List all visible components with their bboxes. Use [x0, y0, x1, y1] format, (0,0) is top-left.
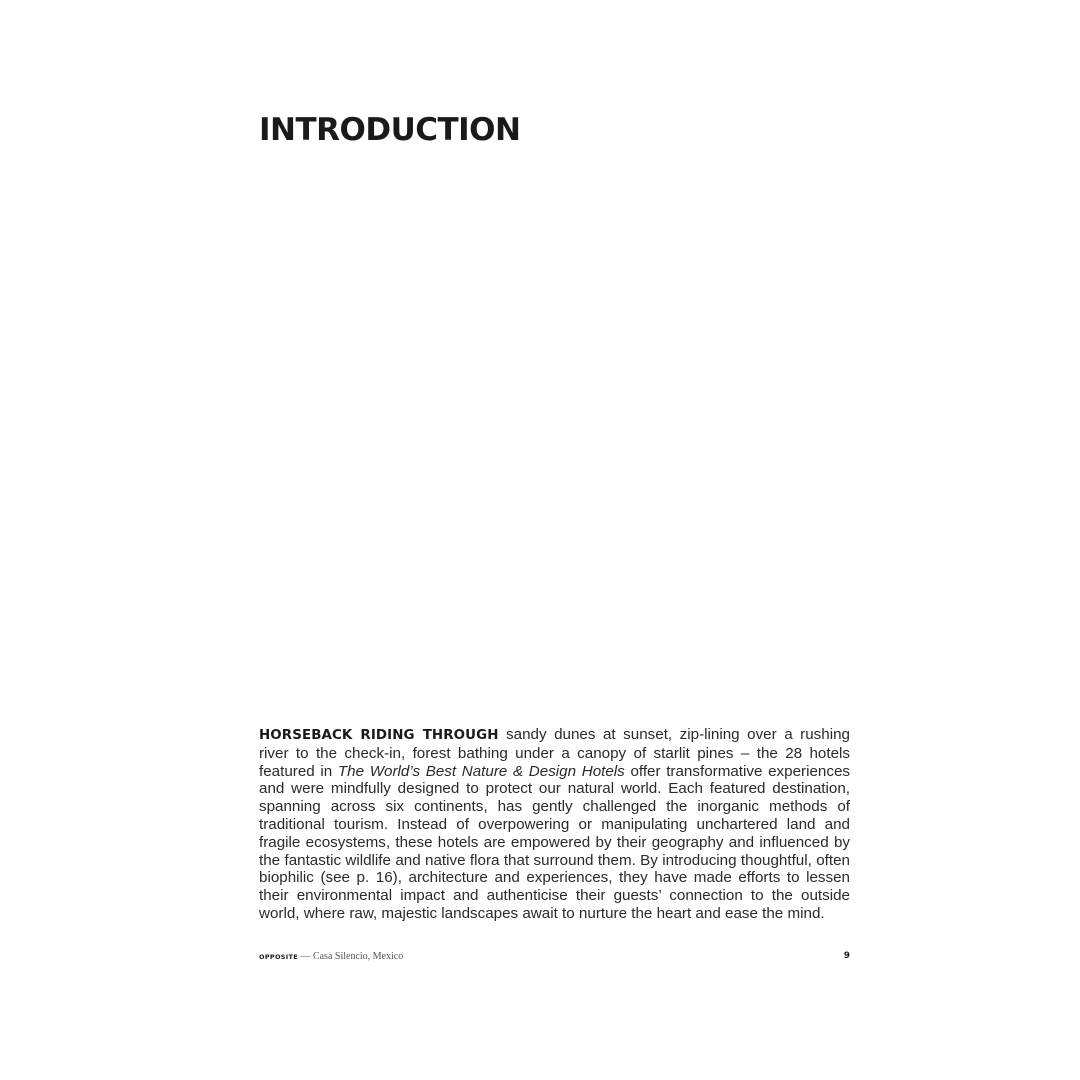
- lead-in: HORSEBACK RIDING THROUGH: [259, 728, 499, 743]
- intro-paragraph: [259, 726, 850, 923]
- page-title: INTRODUCTION: [259, 112, 521, 148]
- caption-text: Casa Silencio, Mexico: [312, 951, 404, 962]
- caption-label: OPPOSITE: [259, 953, 298, 961]
- image-caption: [259, 951, 403, 963]
- book-title: The World’s Best Nature & Design Hotels: [337, 762, 625, 780]
- paragraph-text-before-title: sandy dunes at sunset, zip-lining over a rushing river to the check-in, forest bathing under a canopy of starlit pines – the 28 hotels featured in: [259, 726, 850, 780]
- page-number: 9: [843, 951, 850, 961]
- caption-separator: —: [297, 951, 313, 962]
- paragraph-text-after-title: offer transformative experiences and were mindfully designed to protect our natural world. Each featured destination, spanning across six continents, has gently challenged the inorganic methods of traditional tourism. Instead of overpowering or manipulating unchartered land and fragile ecosystems, these hotels are empowered by their geography and influenced by the fantastic wildlife and native flora that surround them. By introducing thoughtful, often biophilic (see p. 16), architecture and experiences, they have made efforts to lessen their environmental impact and authenticise their guests’ connection to the outside world, where raw, majestic landscapes await to nurture the heart and ease the mind.: [259, 762, 850, 922]
